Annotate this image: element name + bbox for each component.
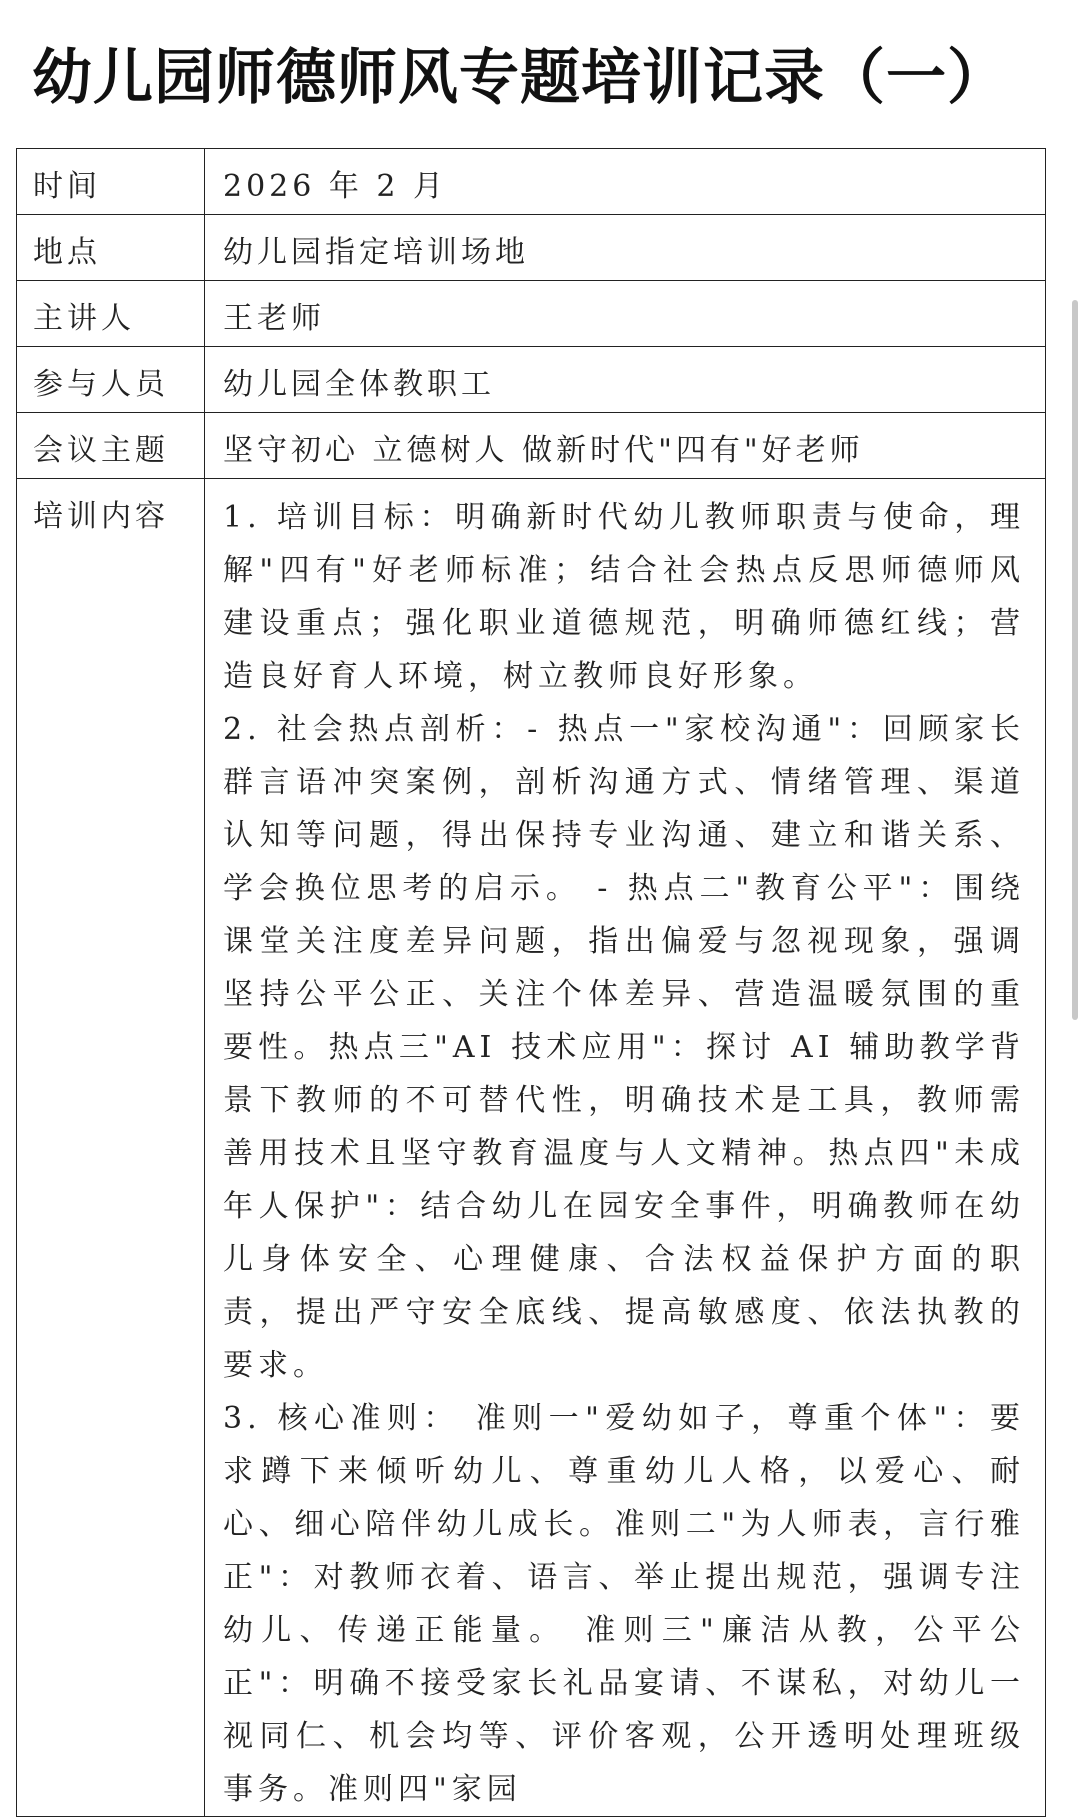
table-row-location [17, 215, 1046, 281]
record-table [16, 148, 1046, 1817]
content-paragraph-principles: 3. 核心准则： 准则一"爱幼如子，尊重个体"：要求蹲下来倾听幼儿、尊重幼儿人格，以爱心、耐心、细心陪伴幼儿成长。准则二"为人师表，言行雅正"：对教师衣着、语言、举止提出规范，强调专注幼儿、传递正能量。 准则三"廉洁从教，公平公正"：明确不接受家长礼品宴请、不谋私，对幼儿一视同仁、机会均等、评价客观，公开透明处理班级事务。准则四"家园 [223, 1401, 1025, 1807]
content-paragraph-goals: 1. 培训目标：明确新时代幼儿教师职责与使命，理解"四有"好老师标准；结合社会热点反思师德师风建设重点；强化职业道德规范，明确师德红线；营造良好育人环境，树立教师良好形象。 [223, 500, 1025, 694]
row-label: 培训内容 [17, 479, 205, 1817]
row-label: 会议主题 [17, 413, 205, 479]
row-label: 地点 [17, 215, 205, 281]
content-paragraph-hotspots: 2. 社会热点剖析：- 热点一"家校沟通"：回顾家长群言语冲突案例，剖析沟通方式、情绪管理、渠道认知等问题，得出保持专业沟通、建立和谐关系、学会换位思考的启示。 - 热点二"教育公平"：围绕课堂关注度差异问题，指出偏爱与忽视现象，强调坚持公平公正、关注个体差异、营造温暖氛围的重要性。热点三"AI 技术应用"：探讨 AI 辅助教学背景下教师的不可替代性，明确技术是工具，教师需善用技术且坚守教育温度与人文精神。热点四"未成年人保护"：结合幼儿在园安全事件，明确教师在幼儿身体安全、心理健康、合法权益保护方面的职责，提出严守安全底线、提高敏感度、依法执教的要求。 [223, 712, 1025, 1383]
table-row-theme [17, 413, 1046, 479]
row-label: 参与人员 [17, 347, 205, 413]
table-row-time [17, 149, 1046, 215]
row-label: 时间 [17, 149, 205, 215]
vertical-scrollbar[interactable] [1072, 300, 1078, 1020]
table-row-speaker [17, 281, 1046, 347]
row-value: 坚守初心 立德树人 做新时代"四有"好老师 [205, 413, 1046, 479]
row-value: 幼儿园指定培训场地 [205, 215, 1046, 281]
row-value: 王老师 [205, 281, 1046, 347]
row-value: 2026 年 2 月 [205, 149, 1046, 215]
table-row-content [17, 479, 1046, 1817]
row-value: 幼儿园全体教职工 [205, 347, 1046, 413]
content-cell [205, 479, 1046, 1817]
page-title: 幼儿园师德师风专题培训记录（一） [32, 43, 1008, 113]
table-row-participants [17, 347, 1046, 413]
row-label: 主讲人 [17, 281, 205, 347]
